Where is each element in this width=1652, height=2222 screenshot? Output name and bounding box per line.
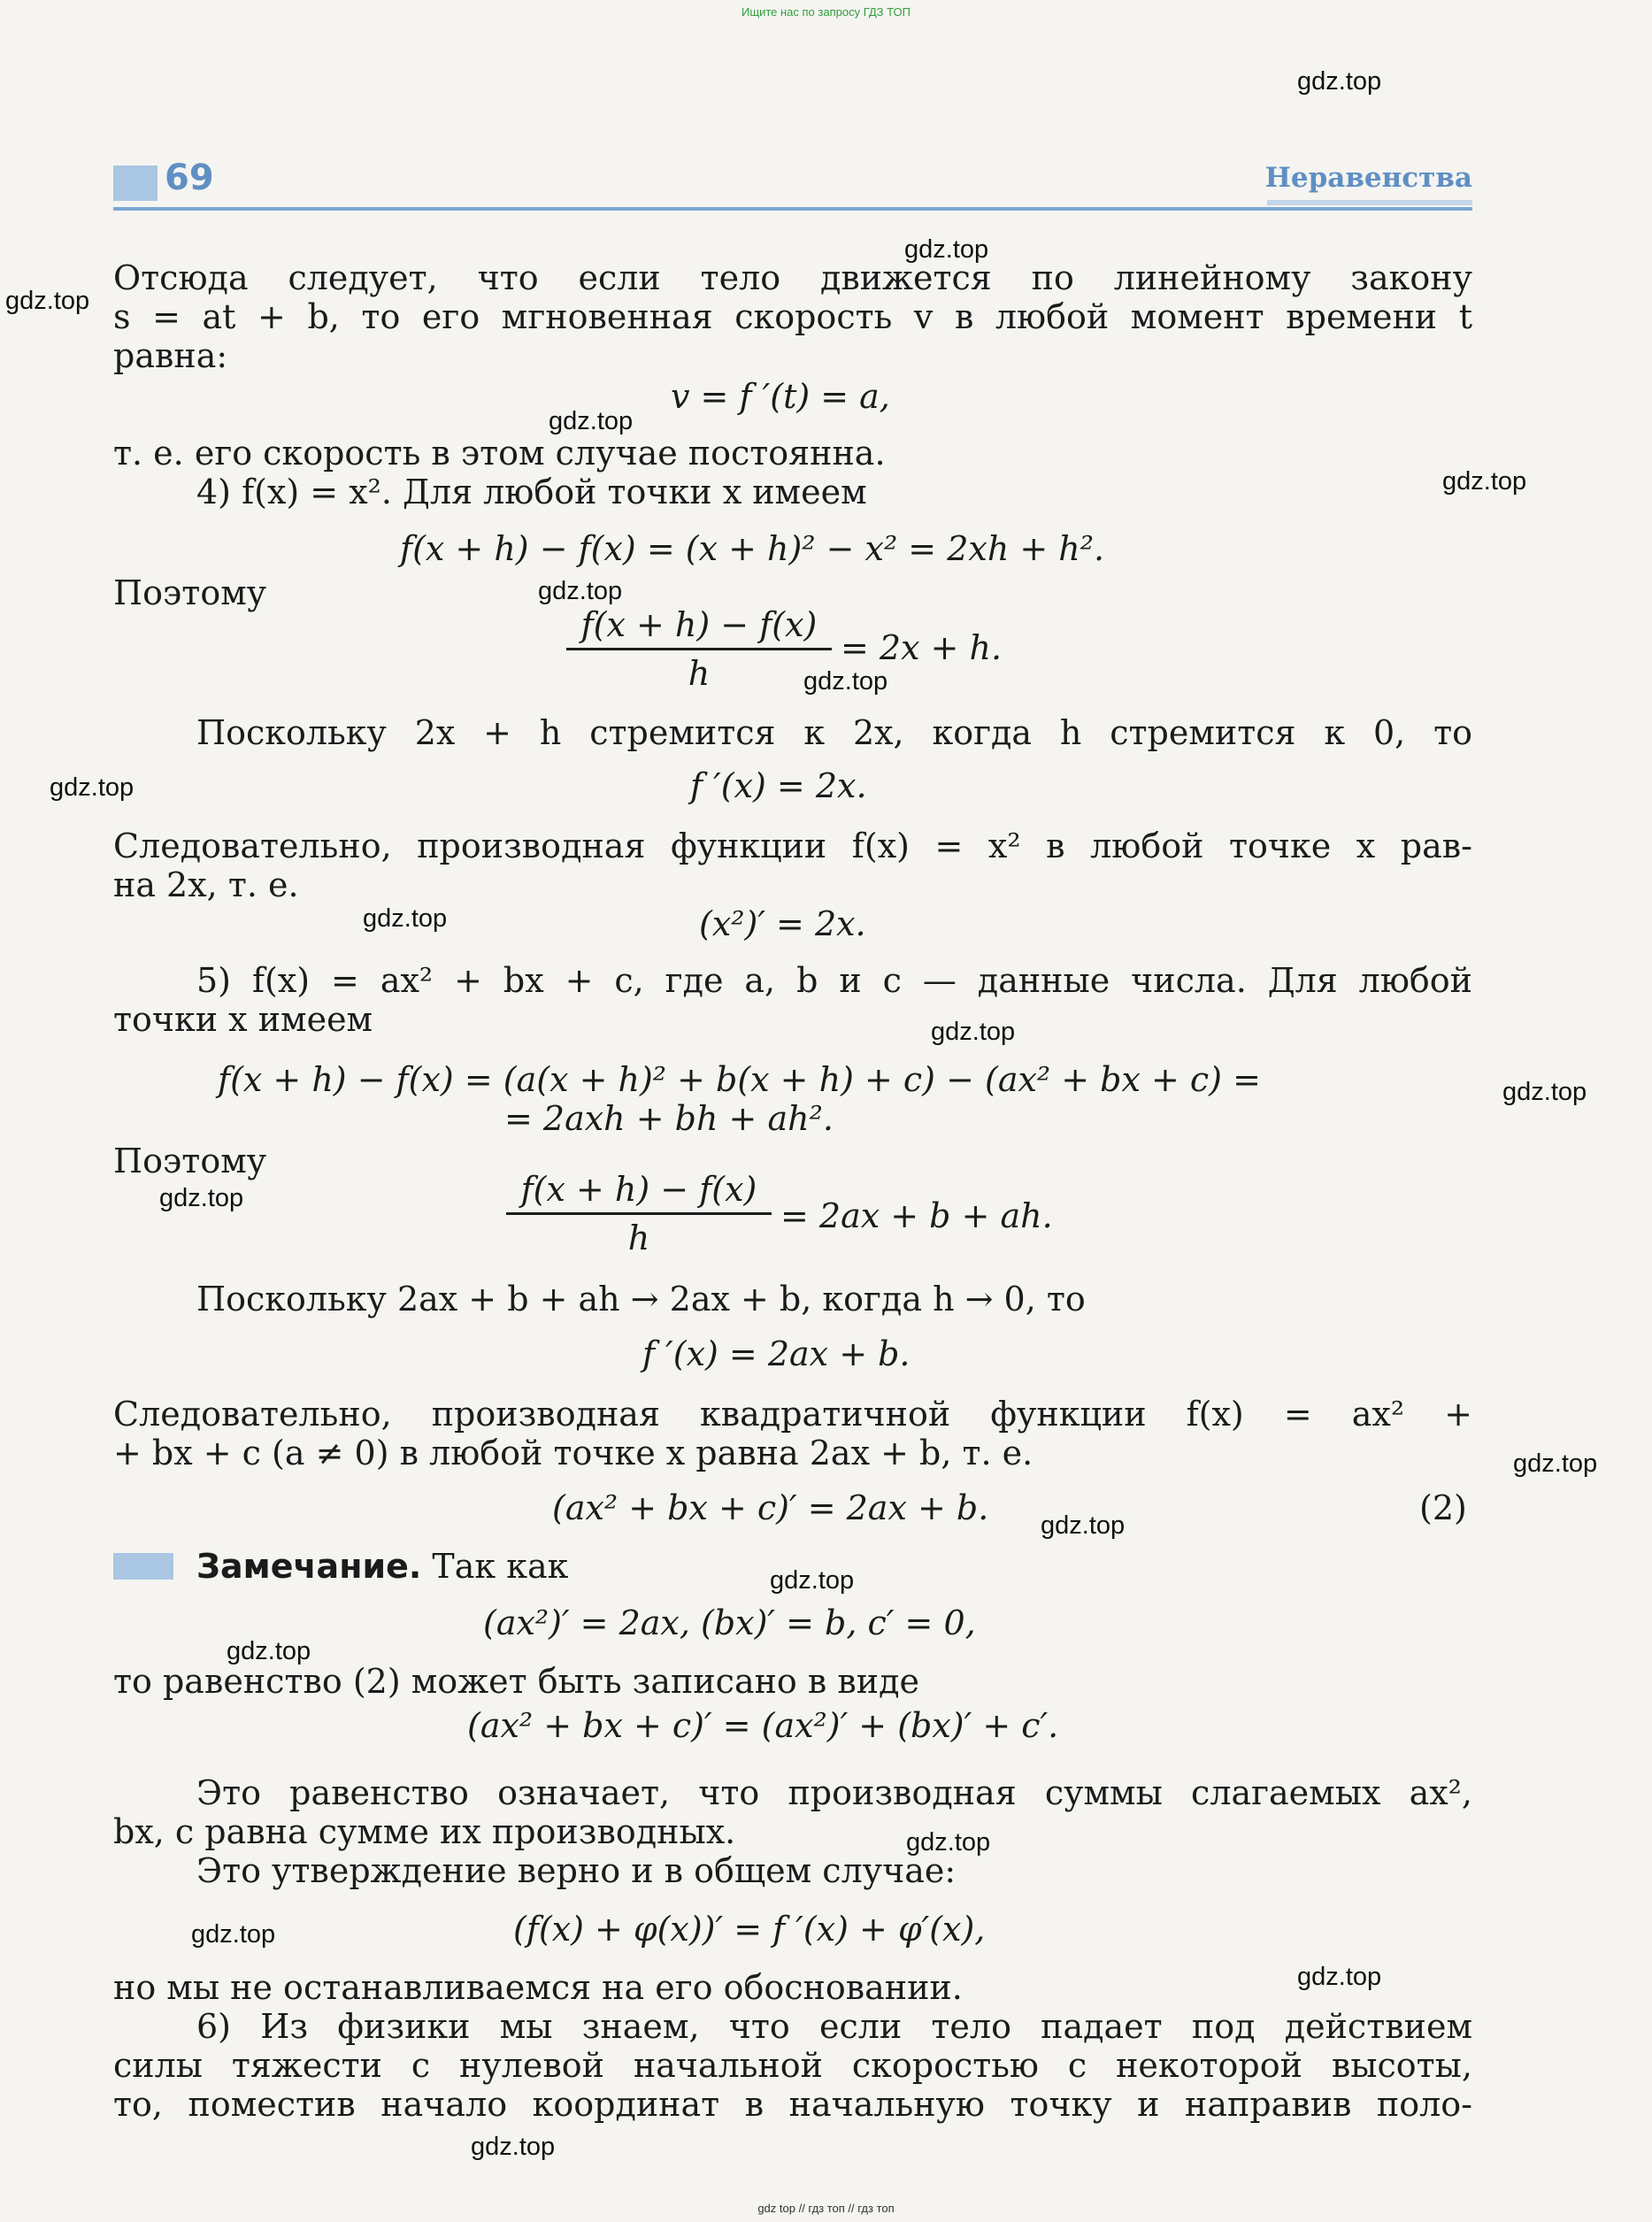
remark-marker	[113, 1553, 173, 1580]
text-line: на 2x, т. е.	[113, 865, 299, 904]
text-line: но мы не останавливаемся на его обосновании.	[113, 1968, 963, 2007]
fraction-bar	[566, 648, 832, 650]
watermark: gdz.top	[549, 407, 634, 435]
formula: = 2x + h.	[841, 628, 1003, 667]
formula: = 2axh + bh + ah².	[504, 1099, 834, 1138]
equation-number: (2)	[1419, 1488, 1467, 1527]
text-line: т. е. его скорость в этом случае постоянна.	[113, 434, 886, 473]
watermark: gdz.top	[770, 1566, 855, 1595]
watermark: gdz.top	[191, 1920, 276, 1949]
watermark: gdz.top	[906, 1828, 991, 1857]
formula: (ax² + bx + c)′ = (ax²)′ + (bx)′ + c′.	[467, 1706, 1059, 1745]
formula: (f(x) + φ(x))′ = f ′(x) + φ′(x),	[513, 1910, 986, 1949]
fraction-numerator: f(x + h) − f(x)	[520, 1170, 757, 1209]
text-line: Поэтому	[113, 1142, 267, 1180]
watermark: gdz.top	[538, 577, 623, 605]
watermark: gdz.top	[227, 1637, 311, 1665]
watermark: gdz.top	[363, 904, 448, 933]
watermark: gdz.top	[1442, 467, 1527, 496]
watermark: gdz.top	[471, 2133, 556, 2161]
remark-text: Так как	[432, 1547, 569, 1586]
text-line: s = at + b, то его мгновенная скорость v в любой момент времени t	[113, 297, 1472, 336]
remark-label: Замечание.	[196, 1547, 422, 1586]
section-title: Неравенства	[1264, 162, 1472, 194]
top-banner: Ищите нас по запросу ГДЗ ТОП	[741, 5, 911, 19]
watermark: gdz.top	[904, 235, 989, 264]
watermark: gdz.top	[50, 773, 134, 802]
text-line: Это утверждение верно и в общем случае:	[196, 1851, 957, 1890]
text-line: Это равенство означает, что производная суммы слагаемых ax²,	[196, 1773, 1472, 1812]
watermark: gdz.top	[1297, 67, 1382, 96]
page-number: 69	[165, 158, 214, 198]
text-line: точки x имеем	[113, 1000, 373, 1039]
text-line: силы тяжести с нулевой начальной скоростью с некоторой высоты,	[113, 2046, 1472, 2085]
fraction	[566, 605, 832, 693]
remark-heading	[196, 1547, 568, 1586]
text-line: Следовательно, производная функции f(x) = x² в любой точке x рав-	[113, 827, 1472, 865]
text-line: Поскольку 2ax + b + ah → 2ax + b, когда h → 0, то	[196, 1280, 1086, 1319]
text-line: + bx + c (a ≠ 0) в любой точке x равна 2ax + b, т. е.	[113, 1434, 1033, 1472]
formula: (x²)′ = 2x.	[699, 904, 866, 943]
header-accent	[1267, 200, 1472, 205]
text-line: то, поместив начало координат в начальную точку и направив поло-	[113, 2085, 1472, 2124]
watermark: gdz.top	[803, 667, 888, 696]
text-line: Поэтому	[113, 573, 267, 612]
page-number-marker	[113, 165, 158, 201]
formula: (ax²)′ = 2ax, (bx)′ = b, c′ = 0,	[483, 1603, 976, 1642]
text-line: 4) f(x) = x². Для любой точки x имеем	[196, 473, 867, 511]
fraction-denominator: h	[688, 654, 711, 693]
fraction-bar	[506, 1212, 772, 1215]
watermark: gdz.top	[1041, 1511, 1126, 1540]
text-line: Следовательно, производная квадратичной функции f(x) = ax² +	[113, 1395, 1472, 1434]
watermark: gdz.top	[1297, 1963, 1382, 1991]
text-line: Отсюда следует, что если тело движется по линейному закону	[113, 258, 1472, 297]
text-line: равна:	[113, 336, 228, 375]
text-line: то равенство (2) может быть записано в виде	[113, 1662, 919, 1701]
watermark: gdz.top	[1502, 1078, 1587, 1106]
formula: f ′(x) = 2ax + b.	[642, 1334, 911, 1373]
formula: f(x + h) − f(x) = (a(x + h)² + b(x + h) + c) − (ax² + bx + c) =	[218, 1060, 1261, 1099]
formula: (ax² + bx + c)′ = 2ax + b.	[552, 1488, 989, 1527]
fraction-denominator: h	[627, 1219, 650, 1257]
formula: v = f ′(t) = a,	[671, 377, 890, 416]
formula: f ′(x) = 2x.	[690, 766, 867, 805]
text-line: bx, c равна сумме их производных.	[113, 1812, 736, 1851]
bottom-banner: gdz top // гдз топ // гдз топ	[757, 2202, 895, 2215]
header-rule	[113, 207, 1472, 211]
watermark: gdz.top	[159, 1184, 244, 1212]
watermark: gdz.top	[1513, 1449, 1598, 1478]
formula: = 2ax + b + ah.	[780, 1196, 1053, 1235]
watermark: gdz.top	[5, 287, 90, 315]
formula: f(x + h) − f(x) = (x + h)² − x² = 2xh + h².	[400, 529, 1105, 568]
text-line: Поскольку 2x + h стремится к 2x, когда h стремится к 0, то	[196, 713, 1472, 752]
text-line: 6) Из физики мы знаем, что если тело падает под действием	[196, 2007, 1472, 2046]
fraction-numerator: f(x + h) − f(x)	[580, 605, 818, 644]
text-line: 5) f(x) = ax² + bx + c, где a, b и c — данные числа. Для любой	[196, 961, 1472, 1000]
watermark: gdz.top	[931, 1018, 1016, 1046]
fraction	[506, 1170, 772, 1257]
